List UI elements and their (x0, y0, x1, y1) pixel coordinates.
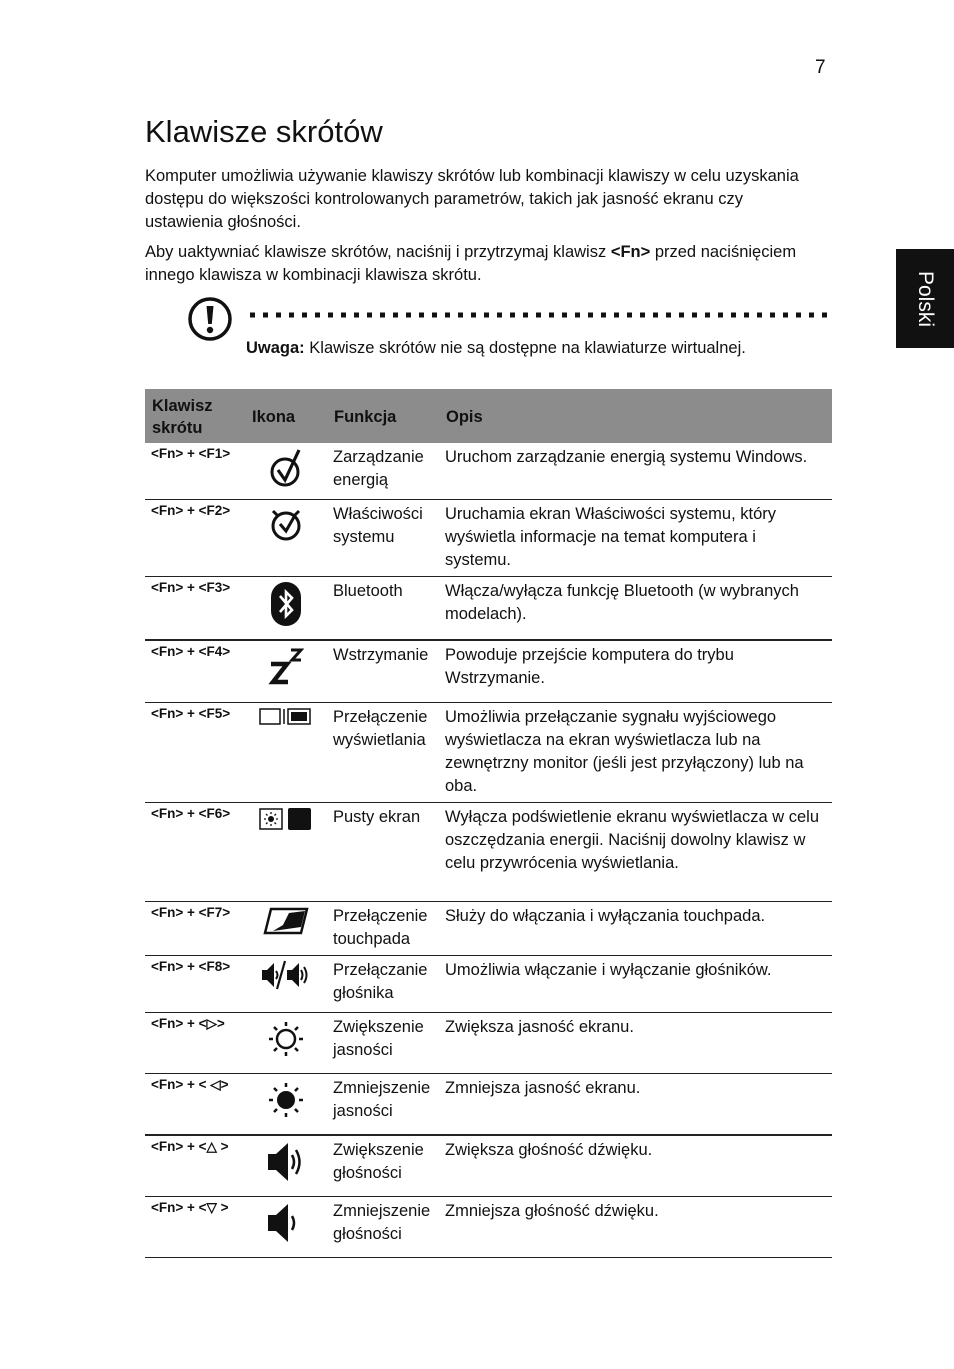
intro-paragraph-2 (145, 241, 825, 287)
table-row (145, 640, 832, 702)
table-row (145, 802, 832, 901)
shortcut-function: Zmniejszenie głośności (327, 1196, 439, 1257)
shortcut-function: Przełączenie touchpada (327, 901, 439, 955)
table-row (145, 702, 832, 802)
shortcut-description: Zmniejsza głośność dźwięku. (439, 1196, 832, 1257)
shortcut-description: Powoduje przejście komputera do trybu Wstrzymanie. (439, 640, 832, 702)
shortcut-key: <Fn> + <F1> (145, 443, 245, 500)
header-icon: Ikona (245, 389, 327, 443)
shortcut-function: Zarządzanie energią (327, 443, 439, 500)
shortcut-description: Wyłącza podświetlenie ekranu wyświetlacza w celu oszczędzania energii. Naciśnij dowolny klawisz w celu przywrócenia wyświetlania. (439, 802, 832, 901)
display-toggle-icon (259, 706, 313, 728)
shortcut-key: <Fn> + < ◁> (145, 1073, 245, 1135)
shortcut-description: Uruchom zarządzanie energią systemu Windows. (439, 443, 832, 500)
shortcut-key: <Fn> + <F4> (145, 640, 245, 702)
note-divider (248, 312, 830, 318)
volume-up-icon (266, 1139, 306, 1185)
table-row (145, 1135, 832, 1197)
sleep-icon (268, 644, 304, 686)
shortcut-key: <Fn> + <▽ > (145, 1196, 245, 1257)
table-row (145, 901, 832, 955)
speaker-toggle-icon (260, 959, 312, 991)
shortcut-function: Zwiększenie jasności (327, 1012, 439, 1073)
header-function: Funkcja (327, 389, 439, 443)
shortcut-key: <Fn> + <F2> (145, 500, 245, 577)
shortcut-key: <Fn> + <▷> (145, 1012, 245, 1073)
shortcut-description: Służy do włączania i wyłączania touchpada. (439, 901, 832, 955)
shortcut-description: Umożliwia włączanie i wyłączanie głośników. (439, 955, 832, 1012)
page-number: 7 (815, 57, 826, 78)
shortcut-description: Zwiększa jasność ekranu. (439, 1012, 832, 1073)
shortcut-function: Właściwości systemu (327, 500, 439, 577)
language-tab-label: Polski (914, 270, 937, 327)
shortcut-key: <Fn> + <F7> (145, 901, 245, 955)
volume-down-icon (266, 1200, 306, 1246)
shortcut-description: Włącza/wyłącza funkcję Bluetooth (w wybranych modelach). (439, 577, 832, 641)
table-row (145, 577, 832, 641)
warning-icon (187, 296, 233, 342)
shortcut-key: <Fn> + <△ > (145, 1135, 245, 1197)
shortcut-function: Zwiększenie głośności (327, 1135, 439, 1197)
header-key: Klawisz skrótu (145, 389, 245, 443)
note (246, 339, 746, 358)
shortcut-function: Przełączanie głośnika (327, 955, 439, 1012)
bluetooth-icon (269, 580, 303, 628)
table-row (145, 500, 832, 577)
shortcut-description: Uruchamia ekran Właściwości systemu, który wyświetla informacje na temat komputera i systemu. (439, 500, 832, 577)
screen-blank-icon (259, 806, 313, 832)
shortcut-function: Wstrzymanie (327, 640, 439, 702)
table-row (145, 1012, 832, 1073)
table-row (145, 1073, 832, 1135)
shortcut-function: Pusty ekran (327, 802, 439, 901)
table-row (145, 443, 832, 500)
shortcut-key: <Fn> + <F5> (145, 702, 245, 802)
shortcut-key: <Fn> + <F6> (145, 802, 245, 901)
shortcut-description: Zwiększa głośność dźwięku. (439, 1135, 832, 1197)
touchpad-toggle-icon (263, 905, 309, 937)
intro-paragraph-1: Komputer umożliwia używanie klawiszy skrótów lub kombinacji klawiszy w celu uzyskania dostępu do większości kontrolowanych parametrów, takich jak jasność ekranu czy ustawienia głośności. (145, 167, 799, 231)
note-text: Klawisze skrótów nie są dostępne na klawiaturze wirtualnej. (304, 339, 746, 357)
shortcut-description: Zmniejsza jasność ekranu. (439, 1073, 832, 1135)
intro-tail: przed naciśnięciem innego klawisza w kombinacji klawisza skrótu. (145, 243, 797, 284)
language-tab (896, 249, 954, 348)
system-properties-icon (269, 503, 303, 541)
header-description: Opis (439, 389, 832, 443)
table-header-row (145, 389, 832, 443)
shortcut-key: <Fn> + <F3> (145, 577, 245, 641)
table-row (145, 1196, 832, 1257)
shortcut-function: Przełączenie wyświetlania (327, 702, 439, 802)
shortcut-description: Umożliwia przełączanie sygnału wyjściowego wyświetlacza na ekran wyświetlacza lub na zewnętrzny monitor (jeśli jest przyłączony) lub na oba. (439, 702, 832, 802)
brightness-up-icon (267, 1016, 305, 1062)
table-row (145, 955, 832, 1012)
shortcut-table (145, 389, 832, 1258)
fn-key-label: <Fn> (610, 243, 651, 261)
brightness-down-icon (267, 1077, 305, 1123)
note-label: Uwaga: (246, 339, 305, 357)
page-title: Klawisze skrótów (145, 114, 383, 149)
shortcut-key: <Fn> + <F8> (145, 955, 245, 1012)
power-management-icon (269, 446, 303, 488)
shortcut-function: Bluetooth (327, 577, 439, 641)
shortcut-function: Zmniejszenie jasności (327, 1073, 439, 1135)
intro-text: Aby uaktywniać klawisze skrótów, naciśnij i przytrzymaj klawisz (145, 243, 611, 261)
